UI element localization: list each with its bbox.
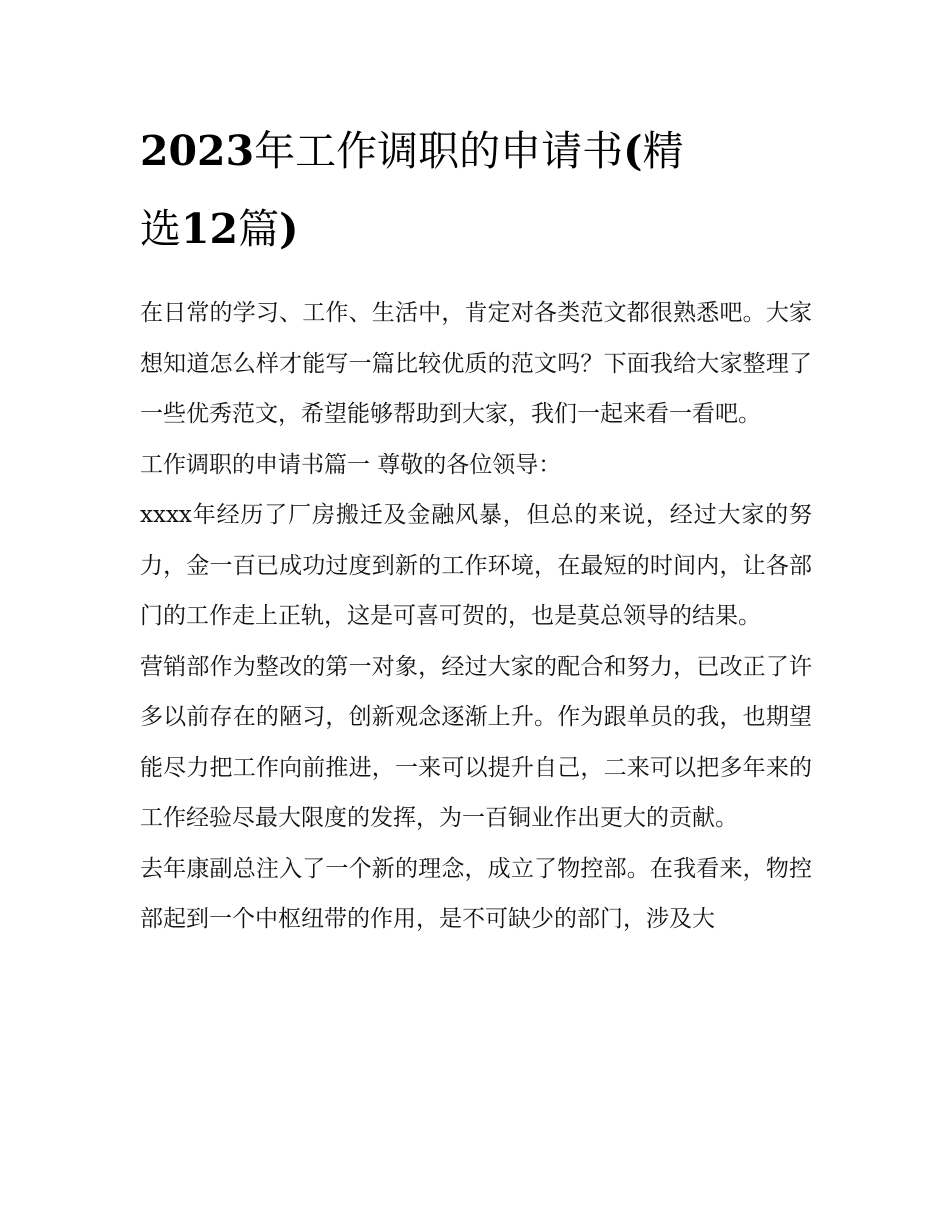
document-body (140, 288, 812, 945)
paragraph-body-1: xxxx年经历了厂房搬迁及金融风暴，但总的来说，经过大家的努力，金一百已成功过度到新的工作环境，在最短的时间内，让各部门的工作走上正轨，这是可喜可贺的，也是莫总领导的结果。 (140, 502, 812, 629)
paragraph-salutation: 工作调职的申请书篇一 尊敬的各位领导： (140, 451, 562, 478)
paragraph-intro: 在日常的学习、工作、生活中，肯定对各类范文都很熟悉吧。大家想知道怎么样才能写一篇比较优质的范文吗？下面我给大家整理了一些优秀范文，希望能够帮助到大家，我们一起来看一看吧。 (140, 300, 812, 427)
document-page (140, 112, 812, 945)
title-line-1: 2023年工作调职的申请书(精 (140, 127, 684, 175)
paragraph-body-3: 去年康副总注入了一个新的理念，成立了物控部。在我看来，物控部起到一个中枢纽带的作用，是不可缺少的部门，涉及大 (140, 855, 812, 932)
paragraph-body-2: 营销部作为整改的第一对象，经过大家的配合和努力，已改正了许多以前存在的陋习，创新观念逐渐上升。作为跟单员的我，也期望能尽力把工作向前推进，一来可以提升自己，二来可以把多年来的工作经验尽最大限度的发挥，为一百铜业作出更大的贡献。 (140, 653, 812, 831)
document-title (140, 112, 812, 268)
title-line-2: 选12篇) (140, 205, 299, 253)
